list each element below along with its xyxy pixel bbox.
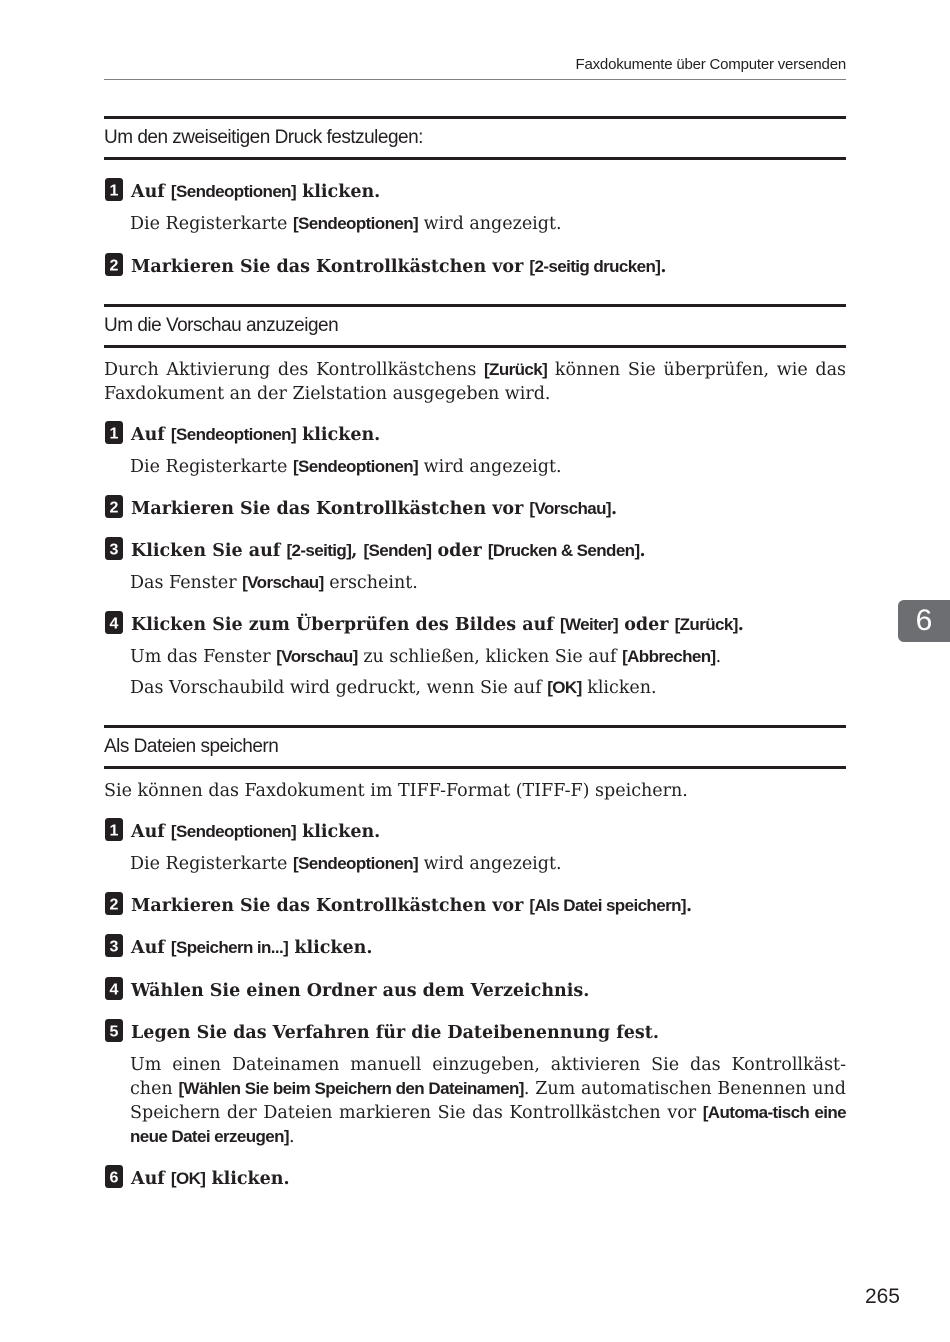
step-note: Die Registerkarte [Sendeoptionen] wird angezeigt. (130, 457, 562, 477)
step-1: 1 Auf [Sendeoptionen] klicken. (104, 180, 846, 205)
step-note: Die Registerkarte [Sendeoptionen] wird angezeigt. (130, 854, 562, 874)
step-3: 3 Klicken Sie auf [2-seitig], [Senden] oder [Drucken & Senden]. (104, 539, 846, 564)
step-note: Die Registerkarte [Sendeoptionen] wird angezeigt. (130, 214, 562, 234)
section-heading-duplex: Um den zweiseitigen Druck festzulegen: (104, 116, 846, 160)
svg-text:2: 2 (109, 257, 119, 275)
step-6: 6 Auf [OK] klicken. (104, 1167, 846, 1192)
step-number-icon (104, 891, 124, 916)
step-number-icon (104, 1164, 124, 1189)
step-1: 1 Auf [Sendeoptionen] klicken. (104, 820, 846, 845)
step-number-icon (104, 536, 124, 561)
step-number-icon (104, 610, 124, 635)
step-note: Das Fenster [Vorschau] erscheint. (130, 573, 418, 593)
section-heading-preview: Um die Vorschau anzuzeigen (104, 304, 846, 348)
section-heading-save: Als Dateien speichern (104, 725, 846, 769)
step-5: 5 Legen Sie das Verfahren für die Dateibenennung fest. (104, 1021, 846, 1046)
step-note: Um einen Dateinamen manuell einzugeben, aktivieren Sie das Kontrollkäst-chen [Wählen Sie beim Speichern den Dateinamen]. Zum automatischen Benennen und Speichern der Dateien markieren Sie das Kontrollkästchen vor [Automa-tisch eine neue Datei erzeugen]. (130, 1055, 847, 1147)
step-3: 3 Auf [Speichern in...] klicken. (104, 936, 846, 961)
chapter-tab: 6 (898, 600, 950, 642)
svg-text:3: 3 (109, 938, 119, 956)
step-number-icon (104, 817, 124, 842)
step-number-icon (104, 1018, 124, 1043)
section-intro: Sie können das Faxdokument im TIFF-Format (TIFF-F) speichern. (104, 781, 688, 801)
svg-text:5: 5 (109, 1023, 119, 1041)
step-1: 1 Auf [Sendeoptionen] klicken. (104, 423, 846, 448)
step-number-icon (104, 933, 124, 958)
svg-text:1: 1 (109, 822, 119, 840)
svg-text:4: 4 (109, 981, 119, 999)
svg-text:4: 4 (109, 615, 119, 633)
step-number-icon (104, 420, 124, 445)
step-number-icon (104, 177, 124, 202)
svg-text:1: 1 (109, 182, 119, 200)
svg-text:3: 3 (109, 541, 119, 559)
step-note: Das Vorschaubild wird gedruckt, wenn Sie auf [OK] klicken. (130, 678, 657, 698)
step-2: 2 Markieren Sie das Kontrollkästchen vor [Vorschau]. (104, 497, 846, 522)
svg-text:2: 2 (109, 499, 119, 517)
svg-text:2: 2 (109, 896, 119, 914)
step-number-icon (104, 252, 124, 277)
step-4: 4 Wählen Sie einen Ordner aus dem Verzeichnis. (104, 979, 846, 1004)
step-4: 4 Klicken Sie zum Überprüfen des Bildes auf [Weiter] oder [Zurück]. (104, 613, 846, 638)
page-number: 265 (864, 1285, 900, 1308)
step-2: 2 Markieren Sie das Kontrollkästchen vor [2-seitig drucken]. (104, 255, 846, 280)
step-note: Um das Fenster [Vorschau] zu schließen, klicken Sie auf [Abbrechen]. (130, 647, 722, 667)
svg-text:1: 1 (109, 425, 119, 443)
step-2: 2 Markieren Sie das Kontrollkästchen vor [Als Datei speichern]. (104, 894, 846, 919)
section-intro: Durch Aktivierung des Kontrollkästchens [Zurück] können Sie überprüfen, wie das Faxdokument an der Zielstation ausgegeben wird. (104, 360, 846, 404)
svg-text:6: 6 (109, 1169, 119, 1187)
running-header: Faxdokumente über Computer versenden (104, 56, 846, 80)
step-number-icon (104, 976, 124, 1001)
step-number-icon (104, 494, 124, 519)
